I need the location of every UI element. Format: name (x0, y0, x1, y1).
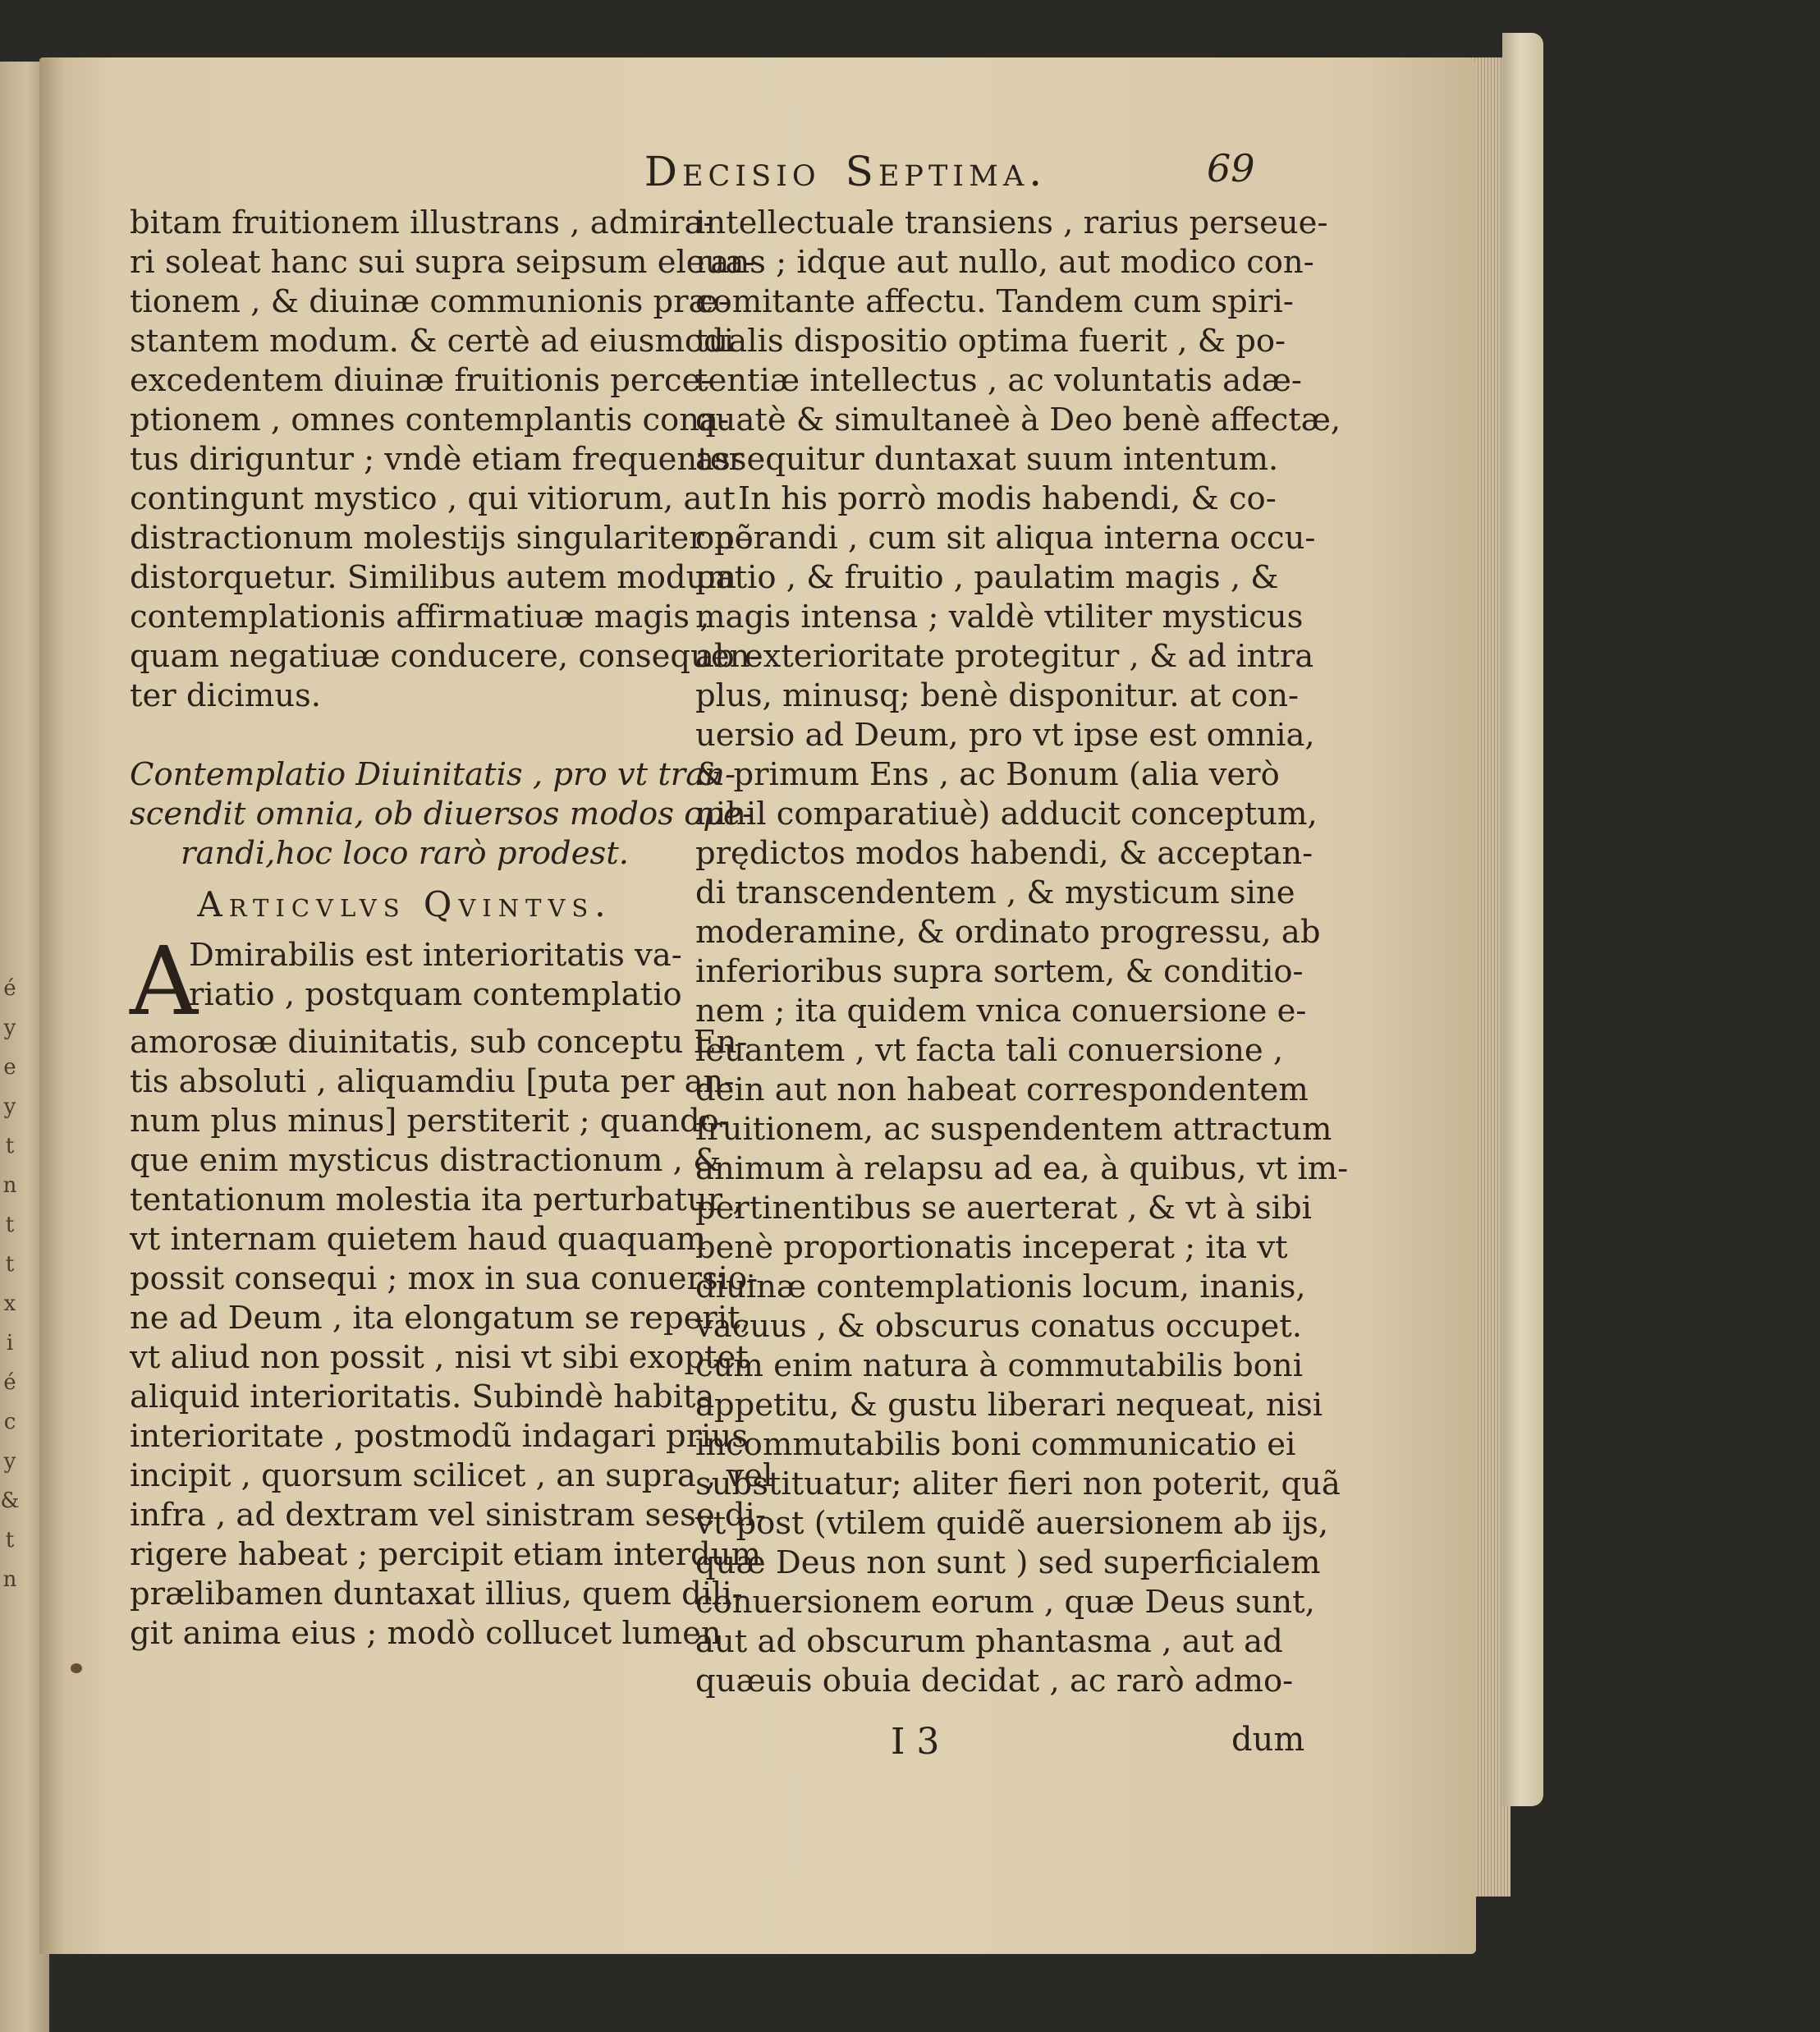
text-line: tis absoluti , aliquamdiu [puta per an- (130, 1063, 735, 1100)
text-line: conuersionem eorum , quæ Deus sunt, (695, 1584, 1315, 1621)
text-line: leuantem , vt facta tali conuersione , (695, 1032, 1284, 1069)
paragraph-2 (130, 1023, 773, 1654)
text-line: aliquid interioritatis. Subindè habita (130, 1378, 715, 1415)
text-line: benè proportionatis inceperat ; ita vt (695, 1229, 1288, 1266)
text-line: plus, minusq; benè disponitur. at con- (695, 677, 1300, 714)
drop-cap: A (130, 927, 199, 1037)
signature-mark: I 3 (891, 1721, 940, 1763)
text-line: contemplationis affirmatiuæ magis , (130, 599, 710, 635)
text-line: prędictos modos habendi, & acceptan- (695, 835, 1313, 872)
margin-letter: n (2, 1567, 17, 1592)
text-line: cum enim natura à commutabilis boni (695, 1347, 1304, 1384)
text-line: magis intensa ; valdè vtiliter mysticus (695, 599, 1304, 635)
right-text-column (695, 204, 1349, 1701)
text-line: randi,hoc loco rarò prodest. (181, 835, 629, 872)
section-heading (130, 755, 753, 874)
catchword: dum (1231, 1721, 1305, 1759)
text-line: quæ Deus non sunt ) sed superficialem (695, 1544, 1321, 1581)
text-line: ter dicimus. (130, 677, 322, 714)
text-line: substituatur; aliter fieri non poterit, quã (695, 1466, 1341, 1502)
ink-spot (71, 1663, 82, 1673)
text-line: Contemplatio Diuinitatis , pro vt tran- (130, 756, 736, 793)
facing-page-margin-letters (0, 969, 20, 1599)
text-line: que enim mysticus distractionum , & (130, 1142, 722, 1179)
text-line: tentiæ intellectus , ac voluntatis adæ- (695, 362, 1302, 399)
text-line: vacuus , & obscurus conatus occupet. (695, 1308, 1302, 1345)
margin-letter: t (5, 1252, 15, 1277)
margin-letter: n (2, 1173, 17, 1198)
drop-cap-block (130, 927, 682, 1037)
text-line: scendit omnia, ob diuersos modos ope- (130, 796, 753, 833)
text-line: vt internam quietem haud quaquam (130, 1221, 706, 1258)
margin-letter: y (3, 1016, 16, 1040)
text-line: nihil comparatiuè) adducit conceptum, (695, 796, 1318, 833)
margin-letter: y (3, 1094, 16, 1119)
text-line: ptionem , omnes contemplantis cona- (130, 401, 729, 438)
text-line: assequitur duntaxat suum intentum. (695, 441, 1279, 478)
paragraph-2 (695, 479, 1349, 1701)
margin-letter: i (6, 1331, 14, 1355)
text-line: contingunt mystico , qui vitiorum, aut (130, 480, 736, 517)
text-line: quæuis obuia decidat , ac rarò admo- (695, 1663, 1294, 1699)
margin-letter: t (5, 1213, 15, 1237)
text-line: & primum Ens , ac Bonum (alia verò (695, 756, 1280, 793)
text-line: num plus minus] perstiterit ; quando- (130, 1103, 730, 1140)
text-line: inferioribus supra sortem, & conditio- (695, 953, 1304, 990)
text-line: prælibamen duntaxat illius, quem dili- (130, 1576, 743, 1612)
text-line: Dmirabilis est interioritatis va- (189, 937, 682, 974)
text-line: rigere habeat ; percipit etiam interdum (130, 1536, 761, 1573)
text-line: riatio , postquam contemplatio (189, 976, 682, 1013)
text-line: intellectuale transiens , rarius perseue- (695, 204, 1328, 241)
text-line: dein aut non habeat correspondentem (695, 1071, 1309, 1108)
text-line: rans ; idque aut nullo, aut modico con- (695, 244, 1314, 281)
text-line: moderamine, & ordinato progressu, ab (695, 914, 1321, 951)
page-number: 69 (1207, 146, 1255, 190)
article-heading: Articvlvs Qvintvs. (197, 884, 612, 924)
text-line: quatè & simultaneè à Deo benè affectæ, (695, 401, 1341, 438)
margin-letter: é (3, 1370, 16, 1395)
text-line: tentationum molestia ita perturbatur , (130, 1181, 743, 1218)
text-line: excedentem diuinæ fruitionis perce- (130, 362, 712, 399)
margin-letter: t (5, 1528, 15, 1553)
text-line: di transcendentem , & mysticum sine (695, 874, 1295, 911)
margin-letter: x (3, 1291, 16, 1316)
text-line: interioritate , postmodũ indagari prius (130, 1418, 748, 1455)
text-line: vt post (vtilem quidẽ auersionem ab ijs, (695, 1505, 1329, 1542)
paragraph-1 (130, 204, 761, 716)
text-line: patio , & fruitio , paulatim magis , & (695, 559, 1279, 596)
running-head-word-1: Decisio (644, 148, 821, 195)
text-line: distorquetur. Similibus autem modum (130, 559, 736, 596)
margin-letter: e (3, 1055, 16, 1080)
text-line: comitante affectu. Tandem cum spiri- (695, 283, 1294, 320)
margin-letter: t (5, 1134, 15, 1158)
text-line: incipit , quorsum scilicet , an supra , vel (130, 1457, 773, 1494)
drop-cap-lines (189, 936, 682, 1023)
left-text-column (130, 204, 773, 1654)
text-line: tus diriguntur ; vndè etiam frequenter (130, 441, 744, 478)
text-line: diuinæ contemplationis locum, inanis, (695, 1268, 1306, 1305)
text-line: operandi , cum sit aliqua interna occu- (695, 520, 1316, 557)
text-line: ri soleat hanc sui supra seipsum eleua- (130, 244, 755, 281)
text-line: animum à relapsu ad ea, à quibus, vt im- (695, 1150, 1349, 1187)
margin-letter: y (3, 1449, 16, 1474)
book-cover-edge (1502, 33, 1543, 1806)
text-line: git anima eius ; modò collucet lumen (130, 1615, 722, 1652)
text-line: incommutabilis boni communicatio ei (695, 1426, 1296, 1463)
text-line: In his porrò modis habendi, & co- (738, 480, 1277, 517)
paragraph-1 (695, 204, 1341, 479)
margin-letter: é (3, 976, 16, 1001)
running-head-word-2: Septima. (845, 148, 1048, 195)
text-line: distractionum molestijs singulariter nõ (130, 520, 754, 557)
text-line: tionem , & diuinæ communionis præ- (130, 283, 729, 320)
margin-letter: c (3, 1410, 16, 1434)
text-line: appetitu, & gustu liberari nequeat, nisi (695, 1387, 1323, 1424)
text-line: quam negatiuæ conducere, consequen- (130, 638, 761, 675)
text-line: nem ; ita quidem vnica conuersione e- (695, 993, 1307, 1030)
margin-letter: & (0, 1488, 20, 1513)
text-line: aut ad obscurum phantasma , aut ad (695, 1623, 1283, 1660)
text-line: bitam fruitionem illustrans , admira- (130, 204, 714, 241)
running-head (460, 148, 1231, 197)
text-line: uersio ad Deum, pro vt ipse est omnia, (695, 717, 1315, 754)
text-line: possit consequi ; mox in sua conuersio- (130, 1260, 759, 1297)
text-line: infra , ad dextram vel sinistram sese di- (130, 1497, 766, 1534)
text-line: ne ad Deum , ita elongatum se reperit, (130, 1300, 750, 1337)
text-line: ab exterioritate protegitur , & ad intra (695, 638, 1314, 675)
text-line: amorosæ diuinitatis, sub conceptu En- (130, 1024, 748, 1061)
text-line: vt aliud non possit , nisi vt sibi exoptet (130, 1339, 749, 1376)
text-line: tualis dispositio optima fuerit , & po- (695, 323, 1286, 360)
text-line: fruitionem, ac suspendentem attractum (695, 1111, 1332, 1148)
text-line: pertinentibus se auerterat , & vt à sibi (695, 1190, 1312, 1227)
text-line: stantem modum. & certè ad eiusmodi (130, 323, 734, 360)
